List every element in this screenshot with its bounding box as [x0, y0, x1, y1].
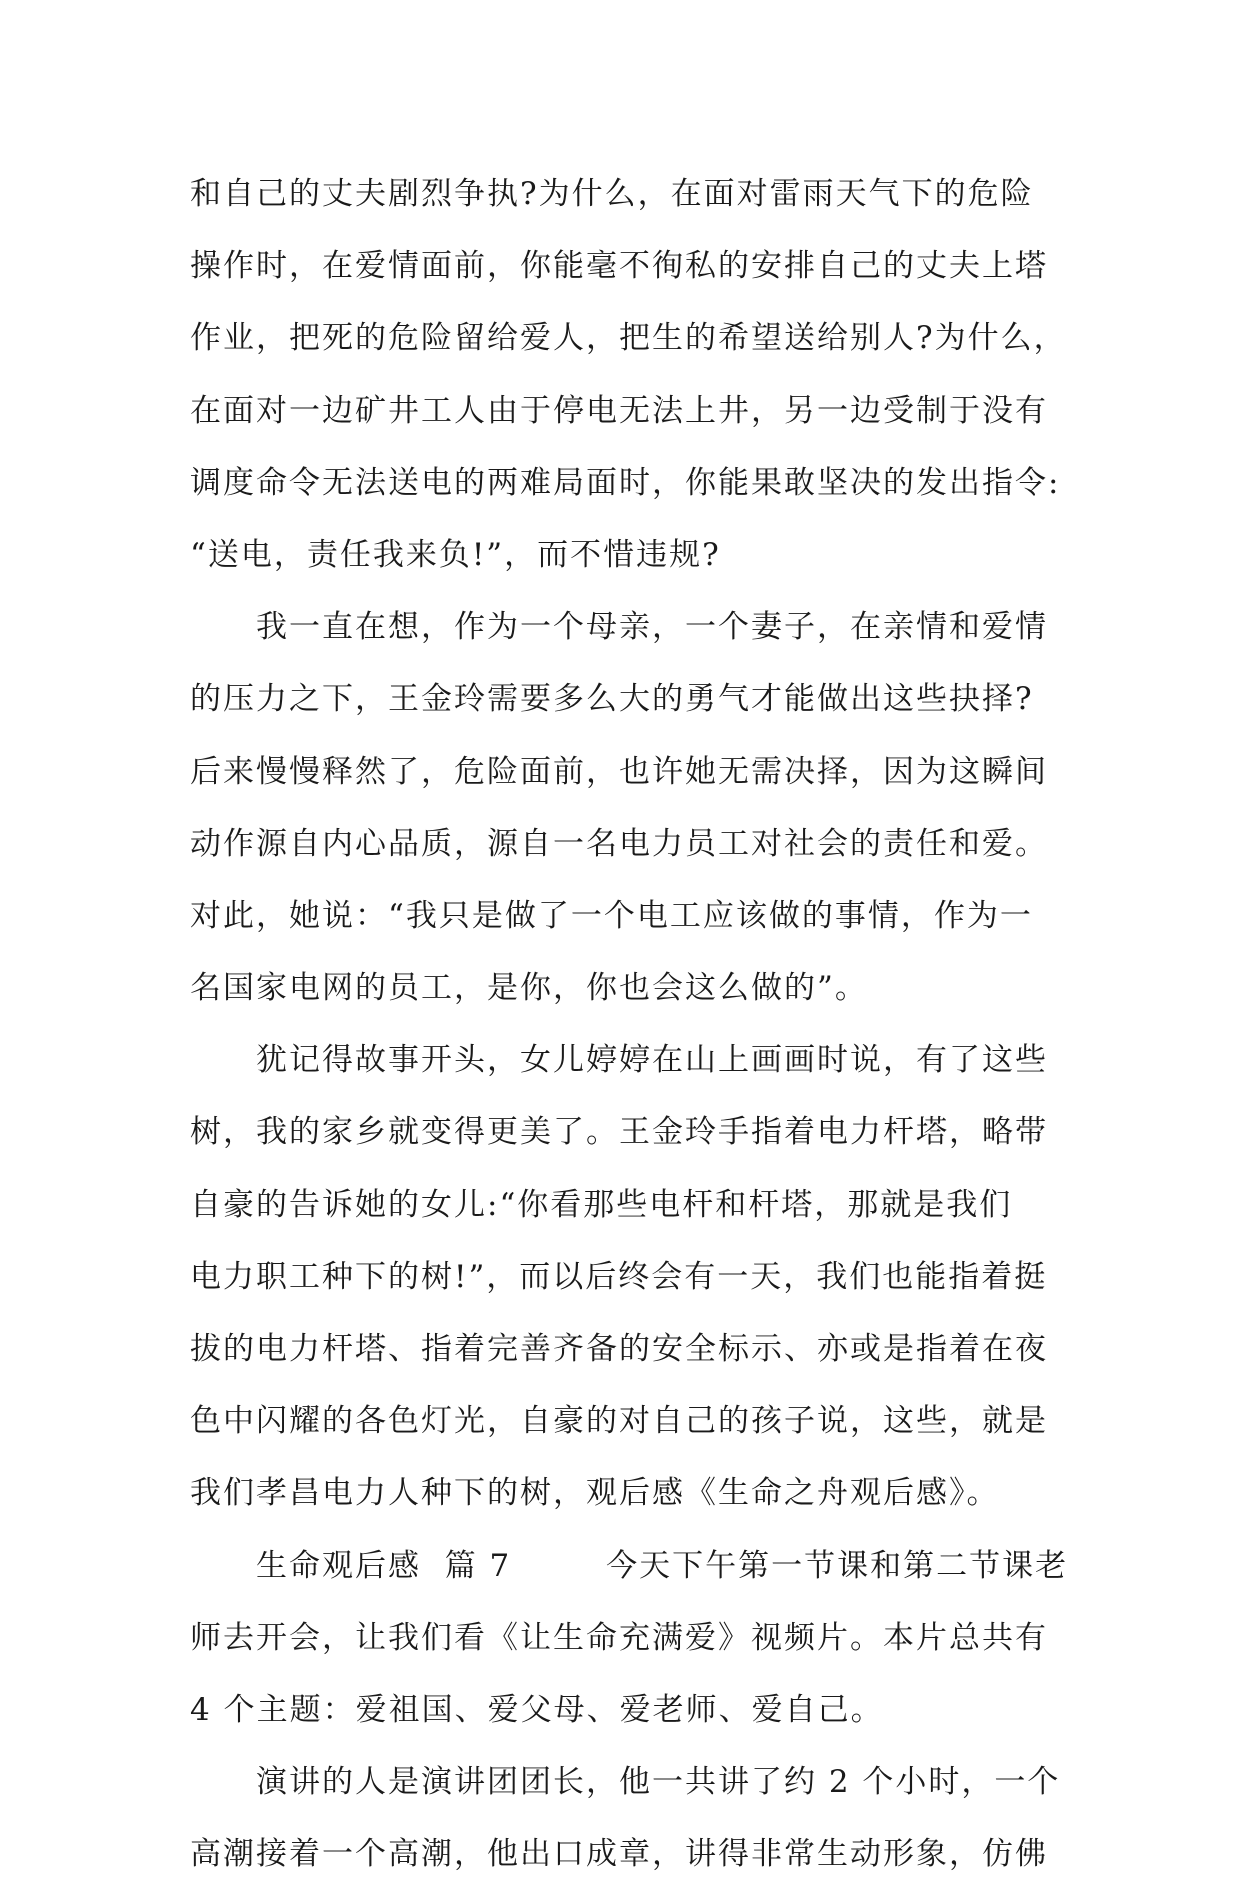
text-line: 和自己的丈夫剧烈争执?为什么，在面对雷雨天气下的危险	[190, 176, 1034, 212]
text-line: 我们孝昌电力人种下的树，观后感《生命之舟观后感》。	[190, 1475, 1000, 1512]
text-line: 名国家电网的员工，是你，你也会这么做的”。	[190, 970, 868, 1007]
text-line: 师去开会，让我们看《让生命充满爱》视频片。本片总共有	[190, 1619, 1048, 1656]
text-line: “送电，责任我来负!”，而不惜违规?	[190, 536, 721, 573]
text-line: 自豪的告诉她的女儿:“你看那些电杆和杆塔，那就是我们	[190, 1186, 1013, 1223]
text-line: 在面对一边矿井工人由于停电无法上井，另一边受制于没有	[190, 392, 1048, 429]
body-text	[190, 158, 1070, 1891]
text-line: 色中闪耀的各色灯光，自豪的对自己的孩子说，这些，就是	[190, 1403, 1048, 1440]
text-line: 动作源自内心品质，源自一名电力员工对社会的责任和爱。	[190, 825, 1048, 862]
paragraph-first-line: 演讲的人是演讲团团长，他一共讲了约 2 个小时，一个	[256, 1764, 1061, 1801]
text-line: 后来慢慢释然了，危险面前，也许她无需决择，因为这瞬间	[190, 753, 1048, 790]
text-line: 电力职工种下的树!”，而以后终会有一天，我们也能指着挺	[190, 1258, 1048, 1295]
text-line: 的压力之下，王金玲需要多么大的勇气才能做出这些抉择?	[190, 681, 1034, 718]
section-heading-line: 生命观后感 篇 7 今天下午第一节课和第二节课老	[256, 1547, 1069, 1584]
text-line: 树，我的家乡就变得更美了。王金玲手指着电力杆塔，略带	[190, 1114, 1048, 1151]
text-line: 拔的电力杆塔、指着完善齐备的安全标示、亦或是指着在夜	[190, 1331, 1048, 1367]
text-line: 高潮接着一个高潮，他出口成章，讲得非常生动形象，仿佛	[190, 1836, 1048, 1873]
text-line: 对此，她说：“我只是做了一个电工应该做的事情，作为一	[190, 897, 1033, 934]
text-line: 4 个主题：爱祖国、爱父母、爱老师、爱自己。	[190, 1691, 884, 1728]
paragraph-first-line: 我一直在想，作为一个母亲，一个妻子，在亲情和爱情	[256, 609, 1048, 646]
text-line: 作业，把死的危险留给爱人，把生的希望送给别人?为什么，	[190, 320, 1067, 357]
paragraph-first-line: 犹记得故事开头，女儿婷婷在山上画画时说，有了这些	[256, 1042, 1048, 1079]
text-line: 操作时，在爱情面前，你能毫不徇私的安排自己的丈夫上塔	[190, 248, 1048, 285]
text-line: 调度命令无法送电的两难局面时，你能果敢坚决的发出指令:	[190, 464, 1061, 501]
